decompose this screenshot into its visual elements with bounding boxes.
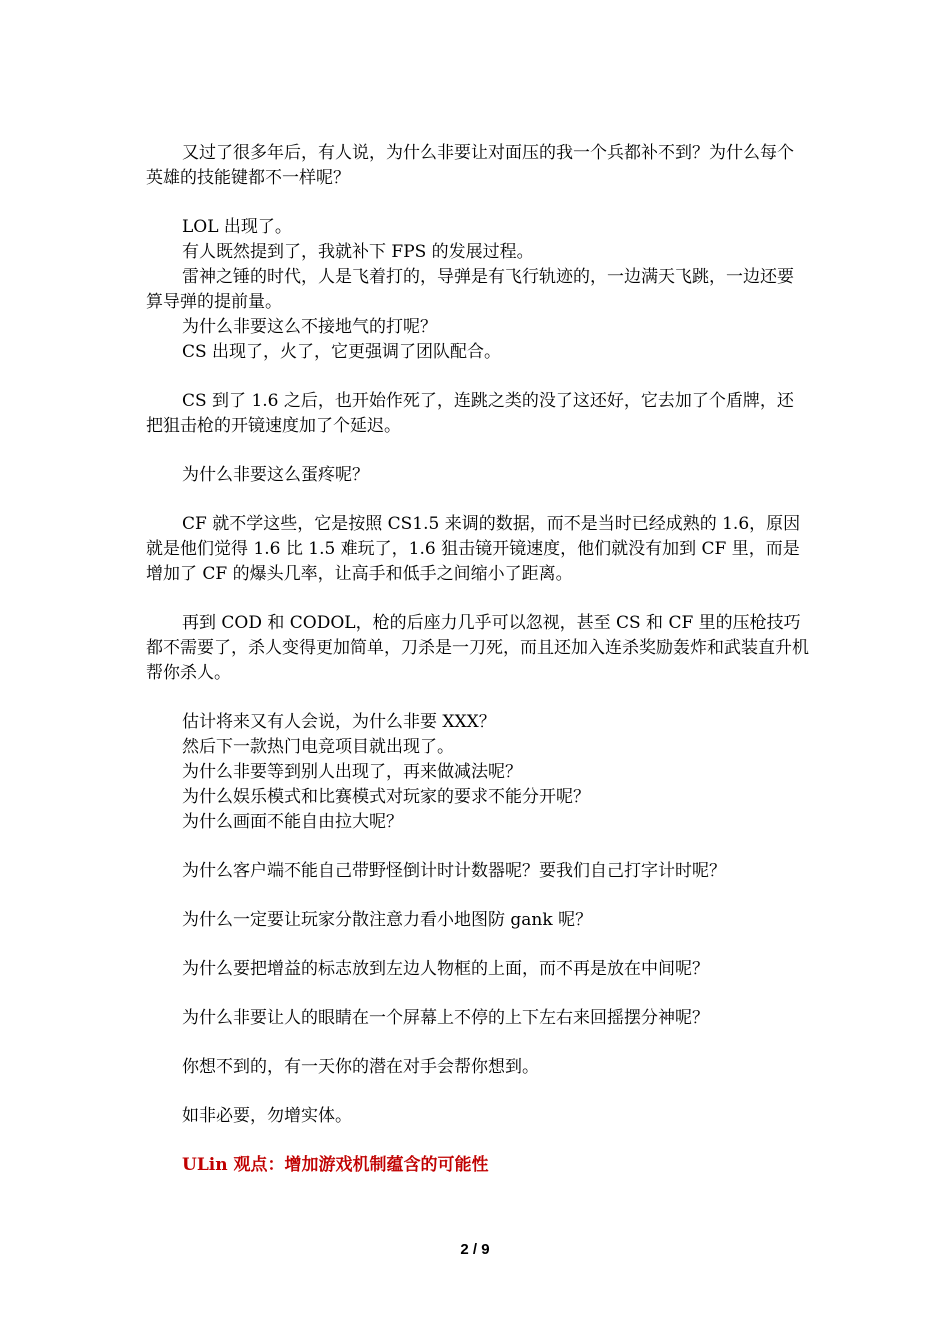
paragraph-spacer [146,1129,810,1153]
paragraph: CS 到了 1.6 之后，也开始作死了，连跳之类的没了这还好，它去加了个盾牌，还把狙击枪的开镜速度加了个延迟。 [146,391,794,436]
paragraph: 为什么画面不能自由拉大呢？ [182,812,403,832]
paragraph-spacer [146,933,810,957]
paragraph-spacer [146,587,810,611]
paragraph-spacer [146,884,810,908]
paragraph: 为什么一定要让玩家分散注意力看小地图防 gank 呢？ [182,910,593,930]
paragraph: 雷神之锤的时代，人是飞着打的，导弹是有飞行轨迹的，一边满天飞跳，一边还要算导弹的提前量。 [146,267,794,312]
paragraph-spacer [146,488,810,512]
section-heading: ULin 观点：增加游戏机制蕴含的可能性 [182,1155,489,1175]
paragraph: 为什么客户端不能自己带野怪倒计时计数器呢？要我们自己打字计时呢？ [182,861,726,881]
paragraph-spacer [146,1031,810,1055]
paragraph: 你想不到的，有一天你的潜在对手会帮你想到。 [182,1057,539,1077]
paragraph: 估计将来又有人会说，为什么非要 XXX？ [182,712,496,732]
document-body [146,141,810,1178]
paragraph: 如非必要，勿增实体。 [182,1106,352,1126]
paragraph: CF 就不学这些，它是按照 CS1.5 来调的数据，而不是当时已经成熟的 1.6，原因就是他们觉得 1.6 比 1.5 难玩了，1.6 狙击镜开镜速度，他们就没有加到 CF 里，而是增加了 CF 的爆头几率，让高手和低手之间缩小了距离。 [146,514,801,584]
paragraph: 为什么要把增益的标志放到左边人物框的上面，而不再是放在中间呢？ [182,959,709,979]
page-number: 2 / 9 [460,1241,490,1258]
paragraph: 然后下一款热门电竞项目就出现了。 [182,737,454,757]
paragraph-spacer [146,1080,810,1104]
paragraph: 为什么非要这么不接地气的打呢？ [182,317,437,337]
paragraph: 为什么非要等到别人出现了，再来做减法呢？ [182,762,522,782]
paragraph: LOL 出现了。 [182,217,292,237]
paragraph: 有人既然提到了，我就补下 FPS 的发展过程。 [182,242,534,262]
paragraph-spacer [146,835,810,859]
paragraph: 又过了很多年后，有人说，为什么非要让对面压的我一个兵都补不到？为什么每个英雄的技能键都不一样呢？ [146,143,794,188]
paragraph: 再到 COD 和 CODOL，枪的后座力几乎可以忽视，甚至 CS 和 CF 里的压枪技巧都不需要了，杀人变得更加简单，刀杀是一刀死，而且还加入连杀奖励轰炸和武装直升机帮你杀人。 [146,613,809,683]
paragraph: 为什么非要让人的眼睛在一个屏幕上不停的上下左右来回摇摆分神呢？ [182,1008,709,1028]
paragraph: 为什么娱乐模式和比赛模式对玩家的要求不能分开呢？ [182,787,590,807]
paragraph-spacer [146,686,810,710]
paragraph: 为什么非要这么蛋疼呢？ [182,465,369,485]
paragraph-spacer [146,982,810,1006]
paragraph: CS 出现了，火了，它更强调了团队配合。 [182,342,502,362]
paragraph-spacer [146,365,810,389]
paragraph-spacer [146,439,810,463]
paragraph-spacer [146,191,810,215]
